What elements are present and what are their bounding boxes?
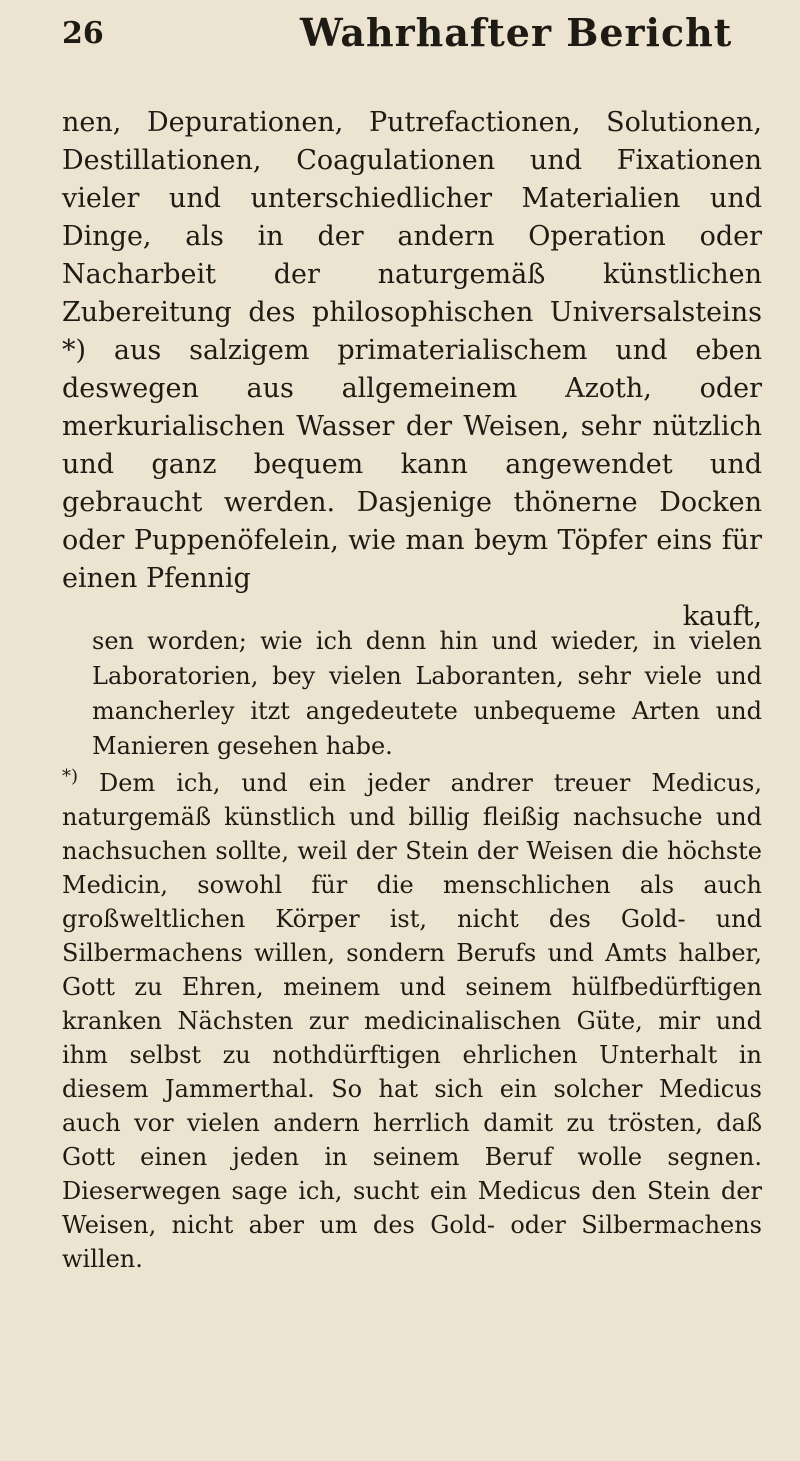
page-number: 26 — [62, 16, 104, 51]
footnote-marker: *) — [62, 766, 79, 787]
continuation-text-block — [92, 624, 762, 764]
footnote-block — [62, 760, 762, 1276]
main-text-block — [62, 104, 762, 636]
page-header — [60, 8, 740, 56]
footnote-paragraph — [62, 760, 762, 1276]
running-title: Wahrhafter Bericht — [300, 10, 733, 55]
catchword: kauft, — [682, 601, 762, 632]
footnote-text: Dem ich, und ein jeder andrer treuer Medicus, naturgemäß künstlich und billig fleißig nachsuche und nachsuchen sollte, weil der Stein der Weisen die höchste Medicin, sowohl für die menschlichen als auch großweltlichen Körper ist, nicht des Gold- und Silbermachens willen, sondern Berufs und Amts halber, Gott zu Ehren, meinem und seinem hülfbedürftigen kranken Nächsten zur medicinalischen Güte, mir und ihm selbst zu nothdürftigen ehrlichen Unterhalt in diesem Jammerthal. So hat sich ein solcher Medicus auch vor vielen andern herrlich damit zu trösten, daß Gott einen jeden in seinem Beruf wolle segnen. Dieserwegen sage ich, sucht ein Medicus den Stein der Weisen, nicht aber um des Gold- oder Silbermachens willen. — [62, 769, 762, 1273]
main-paragraph: nen, Depurationen, Putrefactionen, Solutionen, Destillationen, Coagulationen und Fixationen vieler und unterschiedlicher Materialien und Dinge, als in der andern Operation oder Nacharbeit der naturgemäß künstlichen Zubereitung des philosophischen Universalsteins *) aus salzigem primaterialischem und eben deswegen aus allgemeinem Azoth, oder merkurialischen Wasser der Weisen, sehr nützlich und ganz bequem kann angewendet und gebraucht werden. Dasjenige thönerne Docken oder Puppenöfelein, wie man beym Töpfer eins für einen Pfennig — [62, 107, 762, 594]
continuation-paragraph: sen worden; wie ich denn hin und wieder, in vielen Laboratorien, bey vielen Laboranten, sehr viele und mancherley itzt angedeutete unbequeme Arten und Manieren gesehen habe. — [92, 627, 762, 760]
